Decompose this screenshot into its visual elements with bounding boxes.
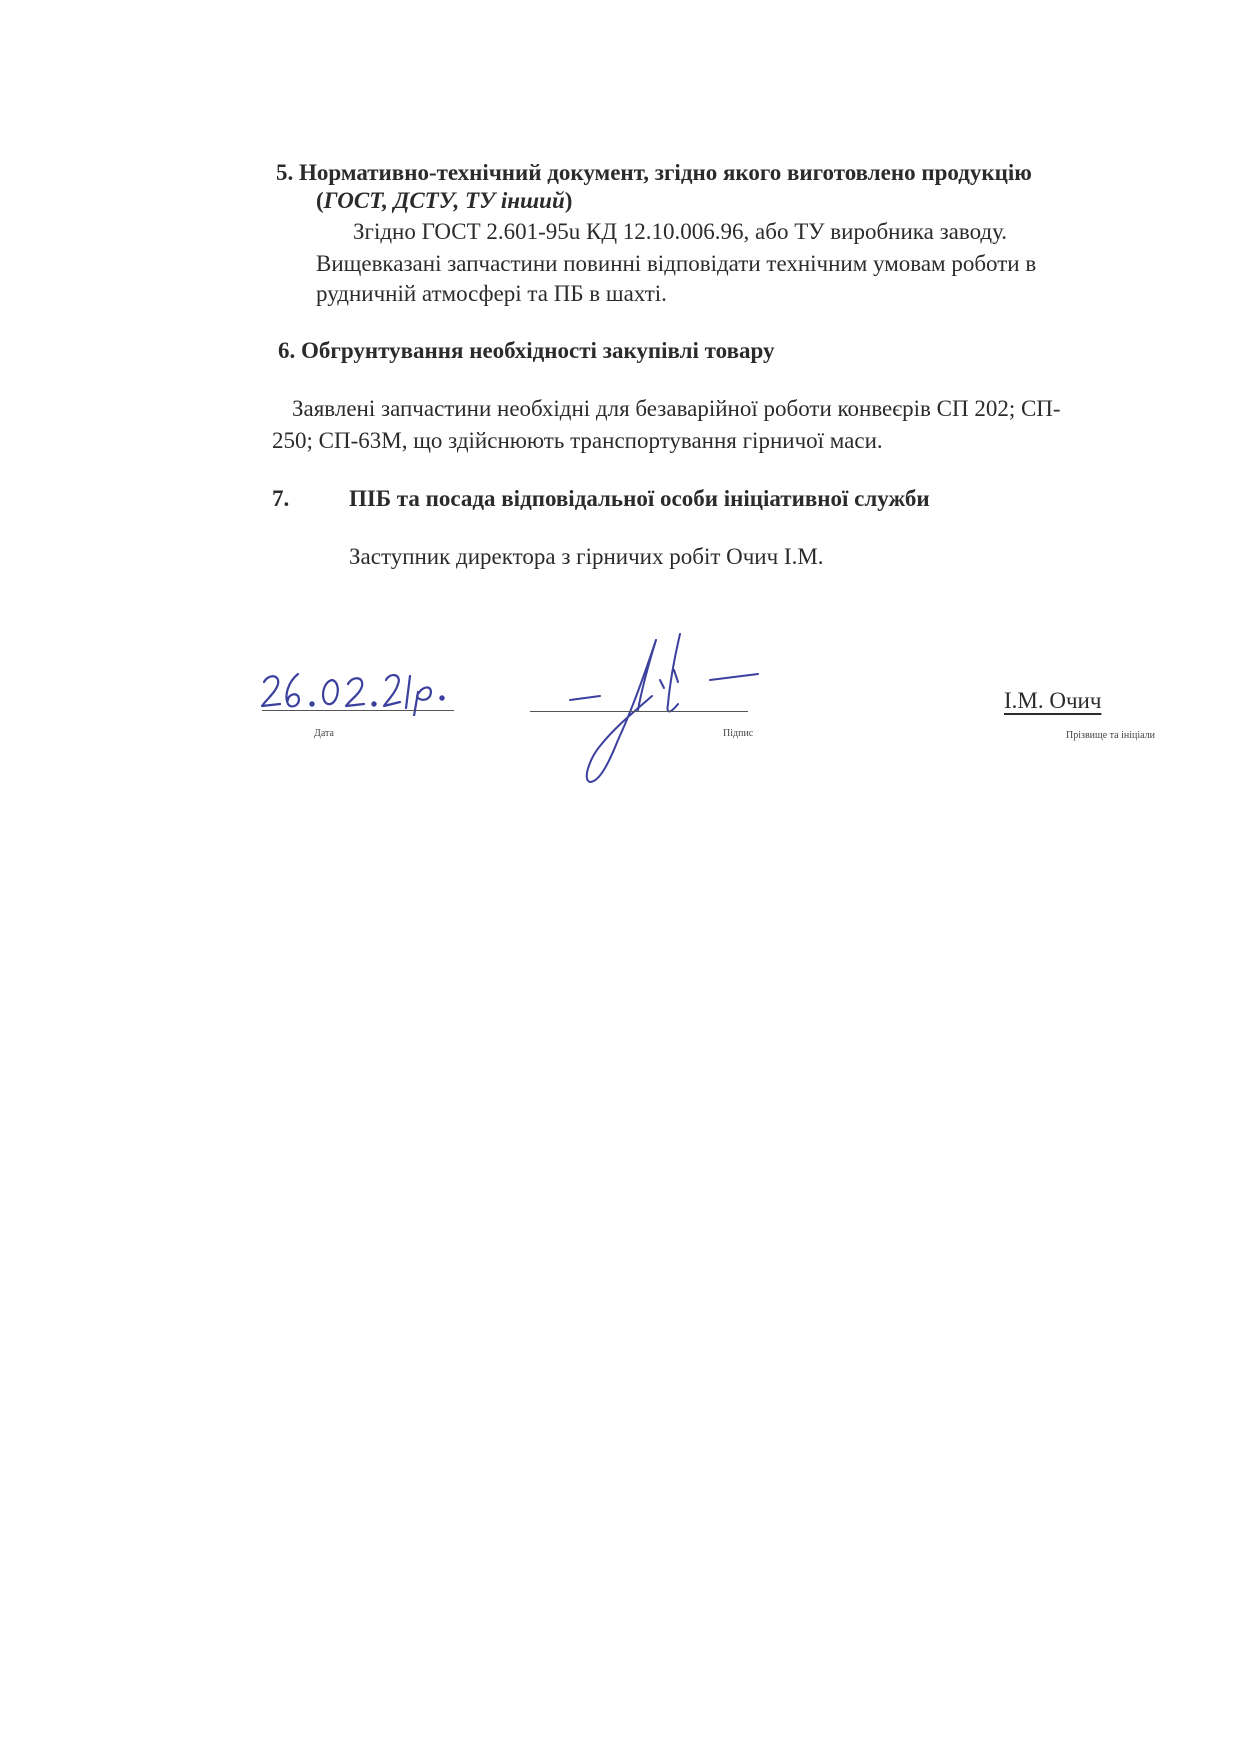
date-caption: Дата: [314, 728, 334, 739]
section-6-heading: [278, 338, 775, 364]
section-5-line-3: рудничній атмосфері та ПБ в шахті.: [316, 281, 667, 306]
section-5-line-1: Згідно ГОСТ 2.601-95u КД 12.10.006.96, або ТУ виробника заводу.: [353, 219, 1008, 244]
section-7-line-1: Заступник директора з гірничих робіт Очич І.М.: [349, 544, 824, 569]
signatory-name: І.М. Очич: [1004, 688, 1102, 713]
subtitle-italic: ГОСТ, ДСТУ, ТУ інший: [323, 188, 565, 213]
section-6-title: Обгрунтування необхідності закупівлі товару: [301, 338, 775, 363]
section-6-number: 6.: [278, 338, 296, 363]
section-5-title: Нормативно-технічний документ, згідно якого виготовлено продукцію: [299, 160, 1032, 185]
handwritten-date: [258, 666, 468, 716]
section-6-line-2: 250; СП-63М, що здійснюють транспортування гірничої маси.: [272, 428, 883, 453]
section-6-line-1: Заявлені запчастини необхідні для безаварійної роботи конвеєрів СП 202; СП-: [292, 396, 1061, 421]
date-underline: [262, 710, 454, 711]
signature-underline: [530, 711, 748, 712]
section-5-heading: [276, 160, 1032, 186]
section-7-number: 7.: [272, 486, 290, 511]
section-5-number: 5.: [276, 160, 294, 185]
section-5-subtitle: [316, 188, 572, 214]
subtitle-close-paren: ): [564, 188, 573, 213]
name-caption: Прізвище та ініціали: [1066, 730, 1155, 741]
subtitle-open-paren: (: [316, 188, 324, 213]
section-5-line-2: Вищевказані запчастини повинні відповідати технічним умовам роботи в: [316, 251, 1037, 276]
handwritten-signature: [560, 630, 770, 790]
section-7-title: ПІБ та посада відповідальної особи ініціативної служби: [349, 486, 930, 511]
signature-caption: Підпис: [723, 728, 754, 739]
